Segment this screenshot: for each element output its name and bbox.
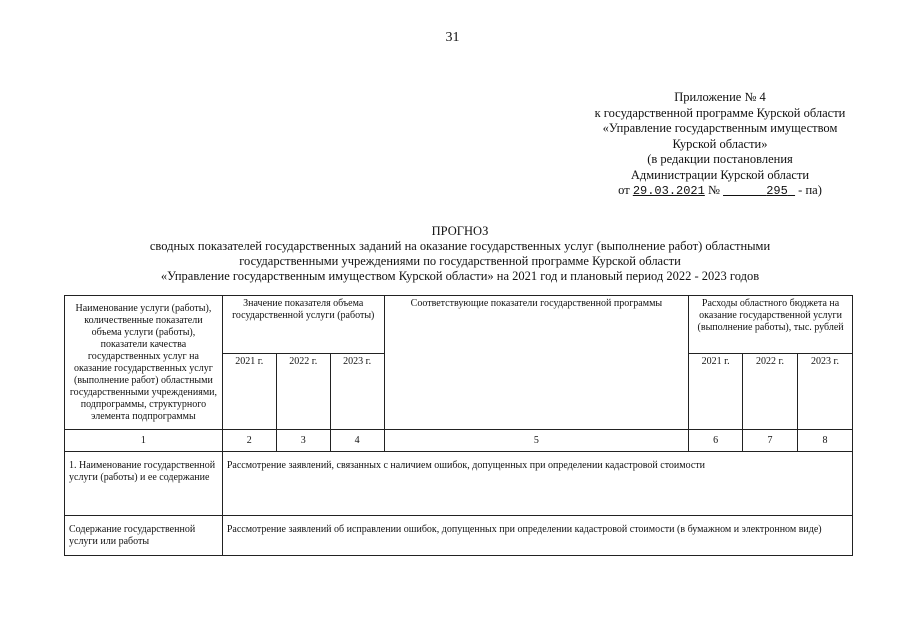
title-line: государственными учреждениями по государственной программе Курской области xyxy=(239,254,681,268)
year-header: 2021 г. xyxy=(222,354,276,430)
column-number: 4 xyxy=(330,430,384,452)
date-prefix: от xyxy=(618,183,630,197)
number-suffix: - па) xyxy=(798,183,822,197)
appendix-title: Приложение № 4 xyxy=(674,90,766,104)
number-prefix: № xyxy=(707,183,720,197)
column-number: 3 xyxy=(276,430,330,452)
column-number: 8 xyxy=(798,430,853,452)
row-label: 1. Наименование государственной услуги (работы) и ее содержание xyxy=(65,452,223,516)
table-row xyxy=(65,516,853,556)
year-header: 2022 г. xyxy=(743,354,798,430)
appendix-line: Администрации Курской области xyxy=(630,167,810,182)
expenses-header: Расходы областного бюджета на оказание государственной услуги (выполнение работы), тыс. рублей xyxy=(689,296,853,354)
column-number: 1 xyxy=(65,430,223,452)
date-value: 29.03.2021 xyxy=(632,184,705,198)
column-number: 6 xyxy=(689,430,743,452)
row-value: Рассмотрение заявлений об исправлении ошибок, допущенных при определении кадастровой стоимости (в бумажном и электронном виде) xyxy=(222,516,852,556)
appendix-line: «Управление государственным имуществом xyxy=(602,121,838,135)
title-heading: ПРОГНОЗ xyxy=(431,224,489,238)
row-value: Рассмотрение заявлений, связанных с наличием ошибок, допущенных при определении кадастровой стоимости xyxy=(222,452,852,516)
number-value-text: 295 xyxy=(766,184,788,198)
appendix-date-line xyxy=(560,183,880,200)
appendix-line: (в редакции постановления xyxy=(647,152,793,166)
appendix-line: Курской области» xyxy=(672,136,768,151)
year-header: 2023 г. xyxy=(330,354,384,430)
appendix-block xyxy=(560,90,880,200)
volume-header: Значение показателя объема государственной услуги (работы) xyxy=(222,296,384,354)
appendix-line: к государственной программе Курской области xyxy=(594,105,846,120)
year-header: 2023 г. xyxy=(798,354,853,430)
column-number: 2 xyxy=(222,430,276,452)
table-row xyxy=(65,452,853,516)
col1-header: Наименование услуги (работы), количественные показатели объема услуги (работы), показатели качества государственных услуг на оказание государственных услуг (выполнение работ) областными государственными учреждениями, подпрограммы, структурного элемента подпрограммы xyxy=(65,296,223,430)
title-line: «Управление государственным имуществом Курской области» на 2021 год и плановый период 2022 - 2023 годов xyxy=(160,269,760,283)
row-label: Содержание государственной услуги или работы xyxy=(65,516,223,556)
page-number: 31 xyxy=(445,30,460,45)
number-value xyxy=(723,184,795,198)
column-number: 5 xyxy=(384,430,689,452)
year-header: 2021 г. xyxy=(689,354,743,430)
document-title xyxy=(60,224,860,284)
title-line: сводных показателей государственных заданий на оказание государственных услуг (выполнение работ) областными xyxy=(149,239,771,253)
forecast-table xyxy=(64,295,853,556)
year-header: 2022 г. xyxy=(276,354,330,430)
column-number: 7 xyxy=(743,430,798,452)
indicators-header: Соответствующие показатели государственной программы xyxy=(384,296,689,430)
